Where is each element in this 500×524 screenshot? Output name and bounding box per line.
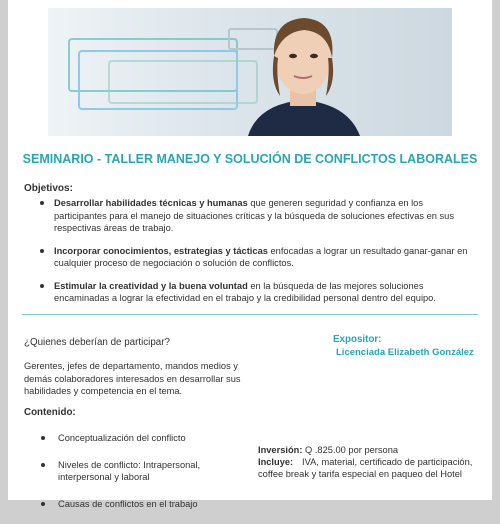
section-divider xyxy=(22,314,478,315)
objective-text: que generen seguridad y confianza en los participantes para el manejo de situaciones críticas y la búsqueda de soluciones efectivas en sus respectivas áreas de trabajo. xyxy=(54,198,454,233)
list-item: Conceptualización del conflicto xyxy=(38,432,238,445)
objective-bold: Estimular la creatividad y la buena voluntad xyxy=(54,280,248,291)
includes-value: IVA, material, certificado de participación, coffee break y tarifa especial en paqueo del Hotel xyxy=(258,457,473,479)
participants-heading: ¿Quienes deberían de participar? xyxy=(24,337,170,348)
objective-text: enfocadas a lograr un resultado ganar-ganar en cualquier proceso de negociación o solución de conflictos. xyxy=(54,245,468,268)
investment-row xyxy=(258,444,488,456)
contents-list xyxy=(38,432,238,524)
objectives-list xyxy=(38,197,478,315)
list-item xyxy=(38,197,478,235)
objective-text: en la búsqueda de las mejores soluciones encaminadas a lograr la efectividad en el trabajo y la credibilidad personal dentro del equipo. xyxy=(54,280,436,303)
list-item: Causas de conflictos en el trabajo xyxy=(38,498,238,511)
includes-row xyxy=(258,456,488,480)
list-item xyxy=(38,245,478,270)
objective-bold: Desarrollar habilidades técnicas y humanas xyxy=(54,198,248,208)
speaker-name: Licenciada Elizabeth González xyxy=(336,347,474,358)
list-item xyxy=(38,280,478,305)
objective-bold: Incorporar conocimientos, estrategias y tácticas xyxy=(54,245,268,256)
objectives-heading: Objetivos: xyxy=(24,183,73,194)
hero-image xyxy=(48,8,452,136)
investment-value: Q .825.00 por persona xyxy=(302,445,399,455)
participants-text: Gerentes, jefes de departamento, mandos medios y demás colaboradores interesados en desarrollar sus habilidades y competencia en el tema. xyxy=(24,361,241,396)
woman-portrait-image xyxy=(228,12,378,136)
investment-label: Inversión: xyxy=(258,445,303,455)
contents-heading: Contenido: xyxy=(24,407,76,418)
includes-label: Incluye: xyxy=(258,457,294,467)
flyer-page xyxy=(8,0,492,509)
page-title: SEMINARIO - TALLER MANEJO Y SOLUCIÓN DE CONFLICTOS LABORALES xyxy=(22,152,478,166)
pricing-block xyxy=(258,444,488,480)
speaker-heading: Expositor: xyxy=(333,334,382,345)
list-item: Niveles de conflicto: Intrapersonal, interpersonal y laboral xyxy=(38,459,238,484)
